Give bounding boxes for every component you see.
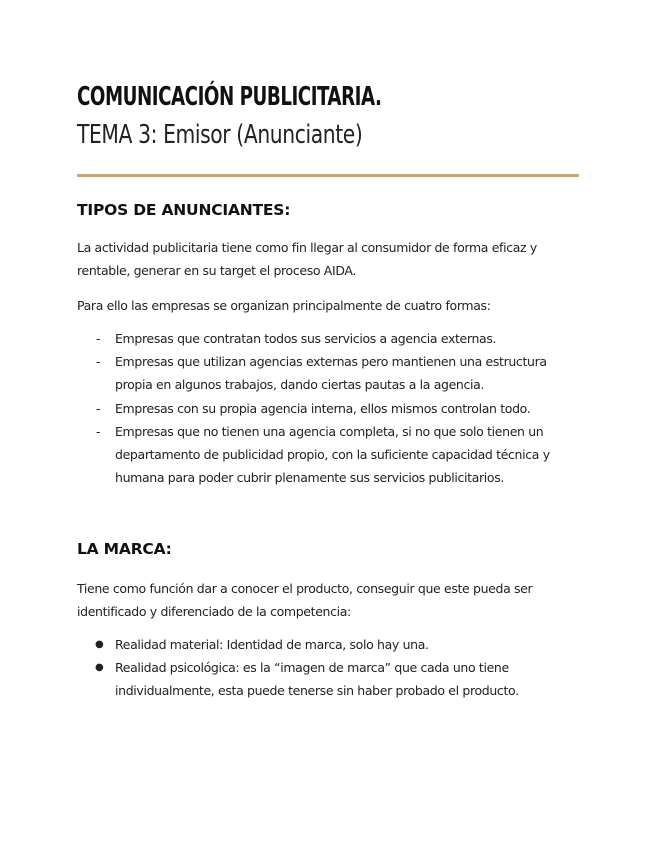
paragraph-organizacion: Para ello las empresas se organizan principalmente de cuatro formas: (77, 298, 491, 313)
list-item (77, 420, 567, 490)
paragraph-funcion: Tiene como función dar a conocer el producto, conseguir que este pueda ser identificado y diferenciado de la competencia: (77, 581, 533, 619)
list-item (77, 633, 567, 656)
document-subtitle: TEMA 3: Emisor (Anunciante) (77, 120, 363, 150)
list-item (77, 350, 567, 396)
anunciantes-list (77, 327, 567, 489)
marca-list (77, 633, 567, 703)
list-item (77, 327, 567, 350)
section-heading-marca: LA MARCA: (77, 540, 172, 558)
list-item (77, 397, 567, 420)
bullet-marker: ● (95, 662, 104, 674)
list-item-text: Empresas que contratan todos sus servicios a agencia externas. (115, 331, 497, 346)
list-item (77, 656, 567, 702)
section-heading-tipos: TIPOS DE ANUNCIANTES: (77, 201, 291, 219)
list-item-text: Realidad material: Identidad de marca, solo hay una. (115, 637, 429, 652)
dash-marker: - (96, 423, 101, 439)
list-item-text: Empresas con su propia agencia interna, ellos mismos controlan todo. (115, 400, 531, 416)
dash-marker: - (96, 400, 101, 416)
title-divider (77, 174, 579, 177)
list-item-text: Empresas que utilizan agencias externas pero mantienen una estructura propia en algunos trabajos, dando ciertas pautas a la agencia. (115, 354, 547, 393)
bullet-marker: ● (95, 639, 104, 650)
dash-marker: - (96, 331, 101, 346)
list-item-text: Empresas que no tienen una agencia completa, si no que solo tienen un departamento de publicidad propio, con la suficiente capacidad técnica y humana para poder cubrir plenamente sus servicios publicitarios. (115, 423, 550, 486)
paragraph-actividad: La actividad publicitaria tiene como fin llegar al consumidor de forma eficaz y rentable, generar en su target el proceso AIDA. (77, 240, 537, 278)
dash-marker: - (96, 354, 101, 370)
list-item-text: Realidad psicológica: es la “imagen de marca” que cada uno tiene individualmente, esta puede tenerse sin haber probado el producto. (115, 660, 519, 699)
document-title: COMUNICACIÓN PUBLICITARIA. (77, 82, 382, 112)
